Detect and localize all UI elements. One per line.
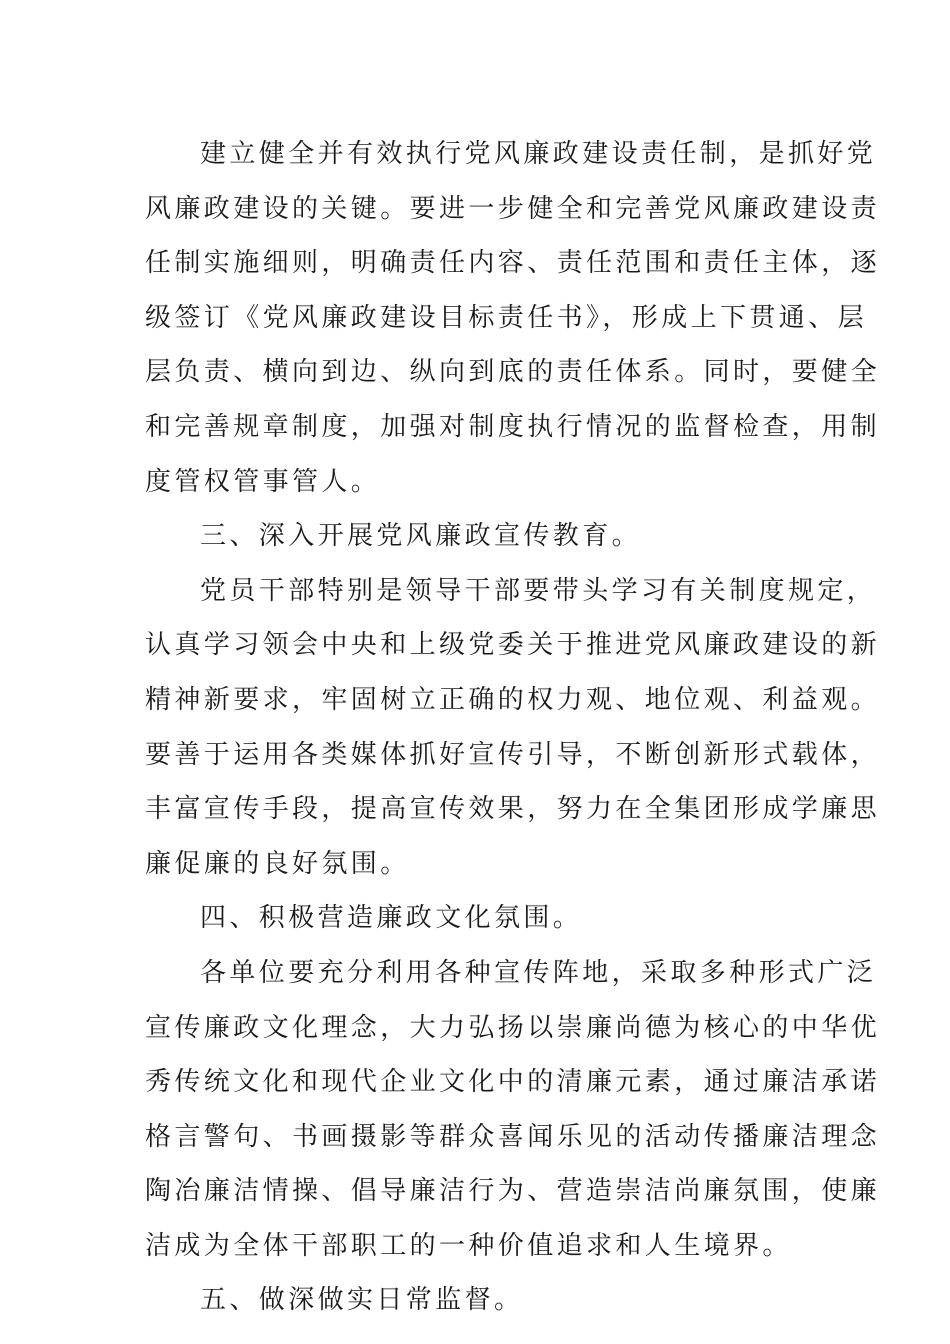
paragraph-5-line-3: 秀传统文化和现代企业文化中的清廉元素，通过廉洁承诺 [145,1067,881,1098]
paragraph-3-line-6: 廉促廉的良好氛围。 [145,848,410,879]
paragraph-3-line-2: 认真学习领会中央和上级党委关于推进党风廉政建设的新 [145,630,881,661]
document-body [145,127,881,1328]
paragraph-5-line-5: 陶冶廉洁情操、倡导廉洁行为、营造崇洁尚廉氛围，使廉 [145,1176,881,1207]
paragraph-3-line-1: 党员干部特别是领导干部要带头学习有关制度规定， [200,575,877,606]
paragraph-1-line-4: 级签订《党风廉政建设目标责任书》，形成上下贯通、层 [145,302,868,333]
section-heading-3: 三、深入开展党风廉政宣传教育。 [200,521,642,552]
paragraph-5-line-6: 洁成为全体干部职工的一种价值追求和人生境界。 [145,1230,792,1261]
paragraph-1-line-7: 度管权管事管人。 [145,466,381,497]
section-heading-4: 四、积极营造廉政文化氛围。 [200,903,583,934]
paragraph-1-line-3: 任制实施细则，明确责任内容、责任范围和责任主体，逐 [145,248,881,279]
paragraph-5-line-4: 格言警句、书画摄影等群众喜闻乐见的活动传播廉洁理念 [145,1121,881,1152]
paragraph-1-line-2: 风廉政建设的关键。要进一步健全和完善党风廉政建设责 [145,193,881,224]
paragraph-1-line-6: 和完善规章制度，加强对制度执行情况的监督检查，用制 [145,411,881,442]
paragraph-5-line-1: 各单位要充分利用各种宣传阵地，采取多种形式广泛 [200,957,877,988]
paragraph-5-line-2: 宣传廉政文化理念，大力弘扬以崇廉尚德为核心的中华优 [145,1012,881,1043]
section-heading-5: 五、做深做实日常监督。 [200,1285,524,1316]
paragraph-3-line-3: 精神新要求，牢固树立正确的权力观、地位观、利益观。 [145,684,881,715]
paragraph-1-line-5: 层负责、横向到边、纵向到底的责任体系。同时，要健全 [145,357,881,388]
paragraph-3-line-5: 丰富宣传手段，提高宣传效果，努力在全集团形成学廉思 [145,794,881,825]
paragraph-3-line-4: 要善于运用各类媒体抓好宣传引导，不断创新形式载体， [145,739,881,770]
paragraph-1-line-1: 建立健全并有效执行党风廉政建设责任制，是抓好党 [200,139,877,169]
